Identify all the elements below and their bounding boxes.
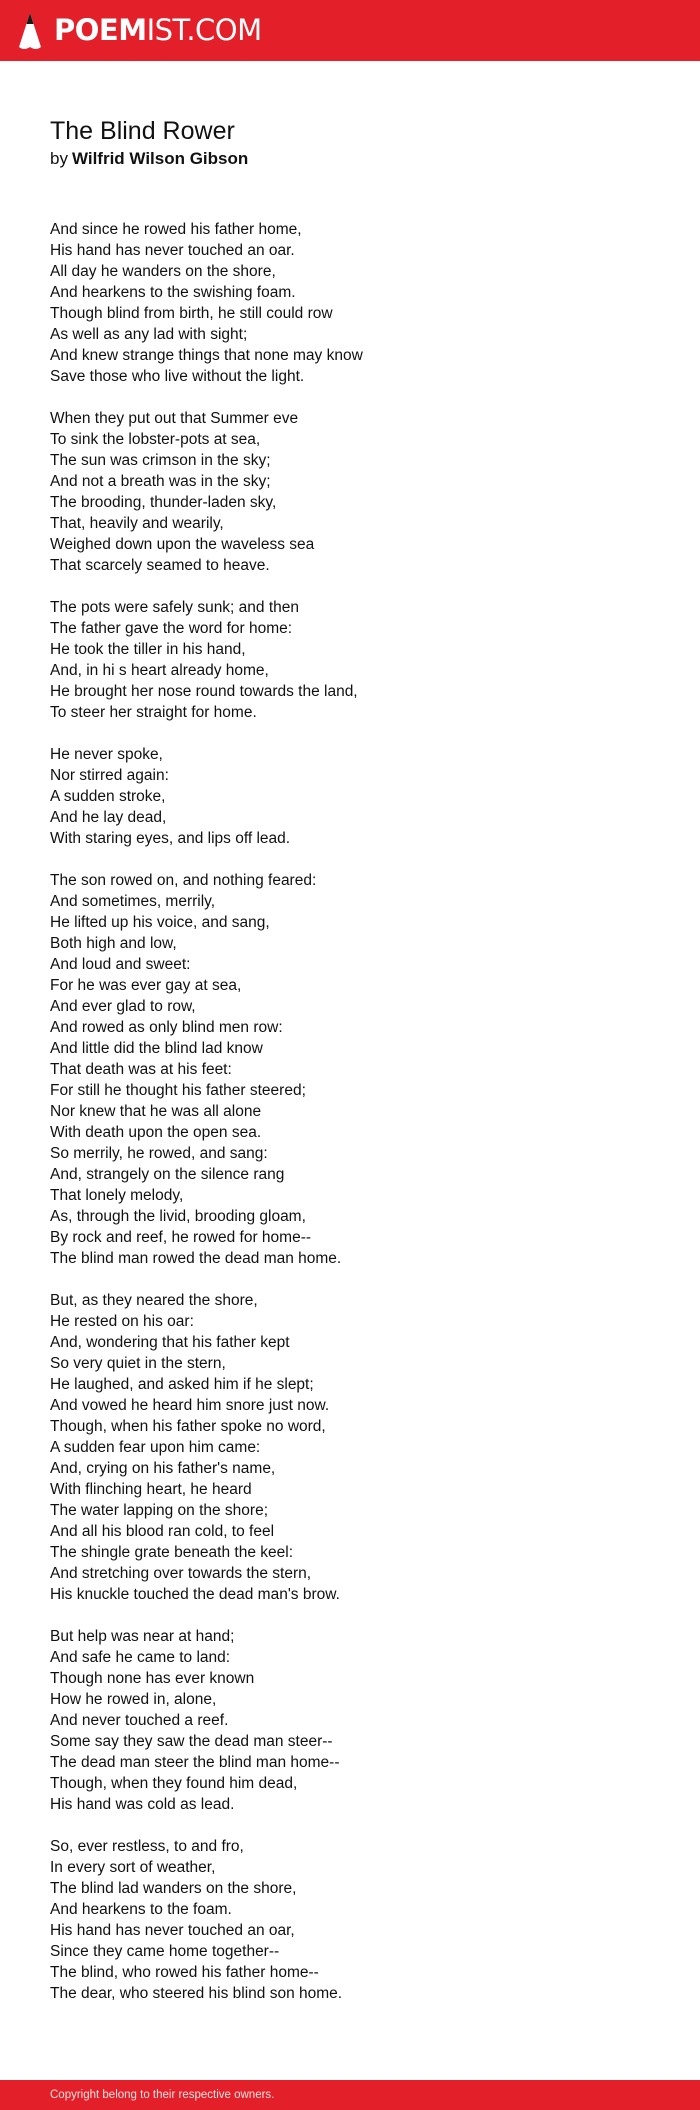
poem-line: So merrily, he rowed, and sang: (50, 1145, 268, 1162)
stanza (50, 219, 670, 387)
poem-line: The brooding, thunder-laden sky, (50, 494, 277, 511)
poem-line: The blind lad wanders on the shore, (50, 1880, 297, 1897)
stanza (50, 408, 670, 576)
poem-heading (50, 116, 248, 170)
poem-line: And not a breath was in the sky; (50, 473, 271, 490)
stanza (50, 744, 670, 849)
poem-line: But help was near at hand; (50, 1628, 235, 1645)
poem-line: Save those who live without the light. (50, 368, 305, 385)
poem-line: Weighed down upon the waveless sea (50, 536, 315, 553)
poem-line: The son rowed on, and nothing feared: (50, 872, 317, 889)
poem-line: And, in hi s heart already home, (50, 662, 269, 679)
poem-line: And, crying on his father's name, (50, 1460, 276, 1477)
poem-line: And vowed he heard him snore just now. (50, 1397, 330, 1414)
poem-line: That death was at his feet: (50, 1061, 232, 1078)
poem-line: Since they came home together-- (50, 1943, 280, 1960)
poem-line: Some say they saw the dead man steer-- (50, 1733, 333, 1750)
poem-line: The dead man steer the blind man home-- (50, 1754, 340, 1771)
stanza (50, 1290, 670, 1605)
poem-line: In every sort of weather, (50, 1859, 216, 1876)
poem-line: His hand was cold as lead. (50, 1796, 235, 1813)
stanza (50, 1626, 670, 1815)
poem-line: And ever glad to row, (50, 998, 196, 1015)
poem-line: Both high and low, (50, 935, 177, 952)
poem-line: And safe he came to land: (50, 1649, 231, 1666)
poem-line: So, ever restless, to and fro, (50, 1838, 244, 1855)
poem-line: Nor stirred again: (50, 767, 169, 784)
poem-line: And knew strange things that none may know (50, 347, 363, 364)
poem-line: And all his blood ran cold, to feel (50, 1523, 275, 1540)
poem-line: His knuckle touched the dead man's brow. (50, 1586, 340, 1603)
poem-line: And stretching over towards the stern, (50, 1565, 312, 1582)
poem-line: The dear, who steered his blind son home. (50, 1985, 343, 2002)
poem-line: And hearkens to the swishing foam. (50, 284, 296, 301)
poem-line: He laughed, and asked him if he slept; (50, 1376, 314, 1393)
author-name: Wilfrid Wilson Gibson (71, 149, 249, 168)
by-label: by (50, 149, 68, 168)
poem-line: And loud and sweet: (50, 956, 191, 973)
poem-line: For still he thought his father steered; (50, 1082, 306, 1099)
poem-line: With death upon the open sea. (50, 1124, 262, 1141)
poem-line: He never spoke, (50, 746, 163, 763)
poem-line: And, strangely on the silence rang (50, 1166, 285, 1183)
poem-line: By rock and reef, he rowed for home-- (50, 1229, 312, 1246)
poem-line: The pots were safely sunk; and then (50, 599, 300, 616)
poem-line: A sudden fear upon him came: (50, 1439, 261, 1456)
poem-line: To steer her straight for home. (50, 704, 257, 721)
poem-line: Though, when his father spoke no word, (50, 1418, 326, 1435)
poem-line: And never touched a reef. (50, 1712, 229, 1729)
poem-line: The water lapping on the shore; (50, 1502, 268, 1519)
poem-title: The Blind Rower (50, 117, 235, 145)
poem-line: Nor knew that he was all alone (50, 1103, 262, 1120)
poem-line: That lonely melody, (50, 1187, 184, 1204)
poem-line: As, through the livid, brooding gloam, (50, 1208, 306, 1225)
poem-line: His hand has never touched an oar, (50, 1922, 295, 1939)
poem-line: He rested on his oar: (50, 1313, 194, 1330)
poem-line: But, as they neared the shore, (50, 1292, 258, 1309)
poem-line: And hearkens to the foam. (50, 1901, 232, 1918)
logo-wordmark-light: IST.COM (146, 13, 262, 47)
poem-line: He brought her nose round towards the land, (50, 683, 358, 700)
poem-line: As well as any lad with sight; (50, 326, 248, 343)
poem-line: With flinching heart, he heard (50, 1481, 252, 1498)
poem-line: Though, when they found him dead, (50, 1775, 298, 1792)
poem-line: With staring eyes, and lips off lead. (50, 830, 291, 847)
site-logo[interactable] (18, 11, 262, 51)
poem-line: And since he rowed his father home, (50, 221, 302, 238)
poem-line: Though none has ever known (50, 1670, 255, 1687)
logo-wordmark (54, 13, 262, 47)
byline (50, 148, 248, 170)
poem-line: So very quiet in the stern, (50, 1355, 226, 1372)
poem-line: The blind, who rowed his father home-- (50, 1964, 319, 1981)
site-footer (0, 2080, 700, 2110)
poem-line: All day he wanders on the shore, (50, 263, 276, 280)
logo-wordmark-bold: POEM (54, 13, 147, 47)
poem-line: And, wondering that his father kept (50, 1334, 290, 1351)
poem-line: For he was ever gay at sea, (50, 977, 242, 994)
stanza (50, 597, 670, 723)
poem-body (50, 219, 670, 2025)
poem-line: And he lay dead, (50, 809, 167, 826)
stanza (50, 870, 670, 1269)
poem-line: And sometimes, merrily, (50, 893, 216, 910)
poem-line: That, heavily and wearily, (50, 515, 224, 532)
copyright-notice: Copyright belong to their respective owners. (50, 2089, 275, 2101)
poem-line: He lifted up his voice, and sang, (50, 914, 270, 931)
poem-line: The blind man rowed the dead man home. (50, 1250, 342, 1267)
poem-line: The shingle grate beneath the keel: (50, 1544, 294, 1561)
poem-line: The father gave the word for home: (50, 620, 293, 637)
poem-line: Though blind from birth, he still could row (50, 305, 333, 322)
site-header (0, 0, 700, 61)
poem-line: How he rowed in, alone, (50, 1691, 217, 1708)
poem-line: His hand has never touched an oar. (50, 242, 295, 259)
poem-line: He took the tiller in his hand, (50, 641, 246, 658)
poem-line: That scarcely seamed to heave. (50, 557, 270, 574)
poem-line: The sun was crimson in the sky; (50, 452, 271, 469)
poem-line: When they put out that Summer eve (50, 410, 299, 427)
poem-line: And little did the blind lad know (50, 1040, 263, 1057)
poem-line: A sudden stroke, (50, 788, 166, 805)
pencil-tip-icon (18, 11, 42, 51)
poem-line: To sink the lobster-pots at sea, (50, 431, 261, 448)
poem-line: And rowed as only blind men row: (50, 1019, 283, 1036)
stanza (50, 1836, 670, 2004)
